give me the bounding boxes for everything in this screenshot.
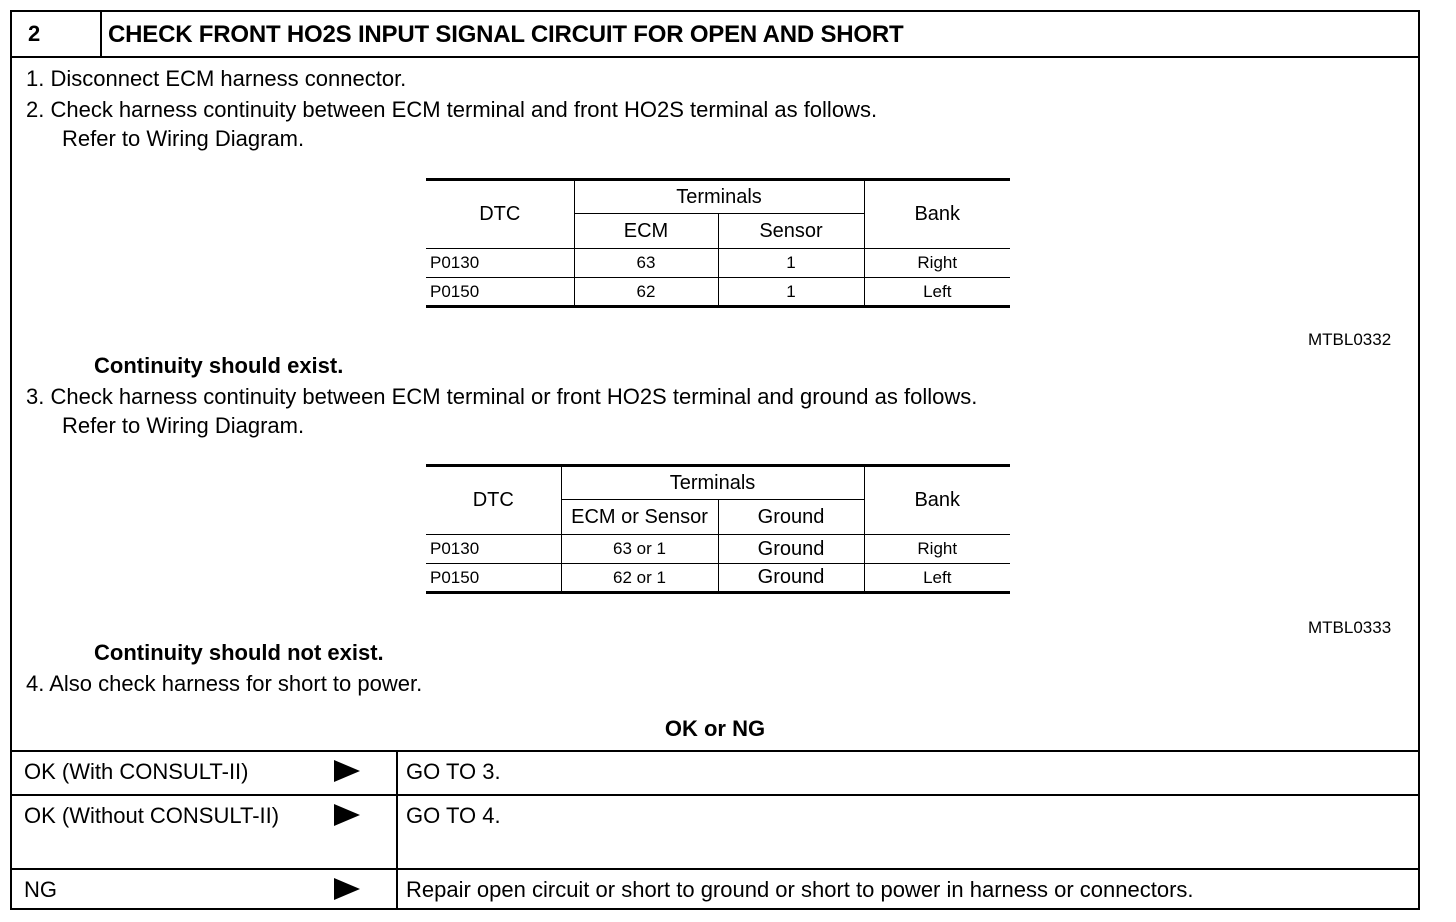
sensor-cell: 1 [718,278,864,307]
col-ecm-or-sensor: ECM or Sensor [561,500,718,535]
continuity-table-2 [426,464,1010,594]
table-row [426,535,1010,564]
step-header [12,12,1418,58]
step-3-text: 3. Check harness continuity between ECM terminal or front HO2S terminal and ground as follows. [26,384,978,409]
result-action: GO TO 4. [396,796,501,868]
step-3-result: Continuity should not exist. [94,640,384,665]
result-label: OK (With CONSULT-II) [24,759,249,784]
col-bank: Bank [864,466,1010,535]
table-row [426,564,1010,593]
ecm-or-sensor-cell: 62 or 1 [561,564,718,593]
result-row-ok-with-consult [12,750,1418,794]
result-row-ng [12,868,1418,908]
step-number: 2 [12,12,102,56]
step-1-text: 1. Disconnect ECM harness connector. [26,66,407,91]
arrow-right-icon [334,760,360,782]
ecm-cell: 63 [574,249,718,278]
col-ground: Ground [718,500,864,535]
ecm-or-sensor-cell: 63 or 1 [561,535,718,564]
col-sensor: Sensor [718,214,864,249]
step-2-reference: Refer to Wiring Diagram. [62,126,305,151]
table-1-code: MTBL0332 [1308,330,1392,349]
step-title: CHECK FRONT HO2S INPUT SIGNAL CIRCUIT FOR OPEN AND SHORT [108,21,904,48]
dtc-cell: P0130 [426,535,561,564]
col-ecm: ECM [574,214,718,249]
arrow-right-icon [334,804,360,826]
col-dtc: DTC [426,466,561,535]
bank-cell: Right [864,535,1010,564]
continuity-table-1 [426,178,1010,308]
dtc-cell: P0130 [426,249,574,278]
result-action: Repair open circuit or short to ground or short to power in harness or connectors. [396,870,1194,908]
col-bank: Bank [864,180,1010,249]
result-action: GO TO 3. [396,752,501,794]
procedure-sheet [10,10,1420,910]
ecm-cell: 62 [574,278,718,307]
result-row-ok-without-consult [12,794,1418,868]
arrow-right-icon [334,878,360,900]
step-2-text: 2. Check harness continuity between ECM terminal and front HO2S terminal as follows. [26,97,878,122]
ground-cell: Ground [718,535,864,564]
dtc-cell: P0150 [426,564,561,593]
col-terminals: Terminals [561,466,864,500]
ok-ng-title: OK or NG [664,716,766,741]
col-terminals: Terminals [574,180,864,214]
col-dtc: DTC [426,180,574,249]
bank-cell: Right [864,249,1010,278]
step-3-reference: Refer to Wiring Diagram. [62,413,305,438]
step-2-result: Continuity should exist. [94,353,344,378]
result-label: OK (Without CONSULT-II) [24,803,280,828]
ground-cell: Ground [718,564,864,593]
result-label: NG [24,877,57,902]
table-row [426,249,1010,278]
sensor-cell: 1 [718,249,864,278]
bank-cell: Left [864,278,1010,307]
bank-cell: Left [864,564,1010,593]
table-row [426,278,1010,307]
dtc-cell: P0150 [426,278,574,307]
step-4-text: 4. Also check harness for short to power. [26,671,423,696]
table-2-code: MTBL0333 [1308,618,1392,637]
